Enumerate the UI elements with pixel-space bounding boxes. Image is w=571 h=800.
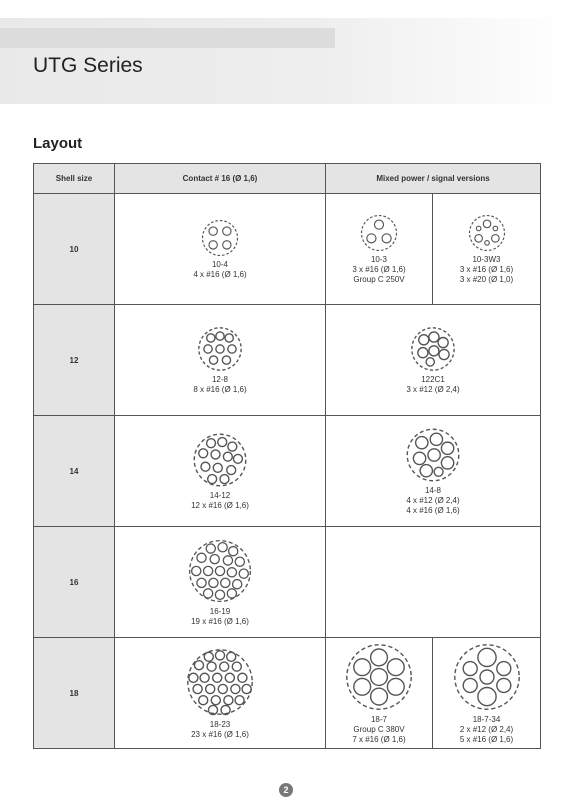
layout-code: 14-8 — [424, 485, 441, 495]
layout-code: 18-7-34 — [472, 714, 501, 724]
layout-code: 18-23 — [209, 719, 231, 729]
mixed-layout-cell — [326, 416, 541, 527]
layout-spec: 5 x #16 (Ø 1,6) — [459, 734, 514, 744]
layout-spec: 7 x #16 (Ø 1,6) — [352, 734, 406, 744]
mixed-layout-cell — [433, 638, 541, 749]
insert-diagram-122c1 — [410, 326, 456, 372]
standard-layout-cell — [115, 194, 326, 305]
insert-diagram-10-3w3 — [468, 214, 506, 252]
standard-layout-cell — [115, 527, 326, 638]
layout-spec: 8 x #16 (Ø 1,6) — [193, 384, 247, 394]
standard-layout-cell — [115, 305, 326, 416]
layout-spec: 12 x #16 (Ø 1,6) — [191, 500, 249, 510]
page-title: UTG Series — [33, 54, 143, 77]
insert-diagram-18-7-34 — [452, 642, 522, 712]
layout-spec: 23 x #16 (Ø 1,6) — [191, 729, 249, 739]
standard-layout-cell — [115, 416, 326, 527]
header-shell-size: Shell size — [34, 164, 115, 194]
table-row — [34, 305, 541, 416]
shell-size-cell: 18 — [34, 638, 115, 749]
layout-table — [33, 163, 541, 749]
insert-diagram-12-8 — [197, 326, 243, 372]
layout-spec: 3 x #16 (Ø 1,6) — [352, 264, 406, 274]
table-row — [34, 416, 541, 527]
layout-spec: 4 x #12 (Ø 2,4) — [406, 495, 460, 505]
layout-spec: 3 x #12 (Ø 2,4) — [406, 384, 460, 394]
mixed-layout-cell-empty — [326, 527, 541, 638]
insert-diagram-14-8 — [405, 427, 461, 483]
layout-code: 10-3W3 — [472, 254, 501, 264]
shell-size-cell: 16 — [34, 527, 115, 638]
insert-diagram-10-3 — [360, 214, 398, 252]
layout-code: 10-4 — [211, 259, 228, 269]
header-contact: Contact # 16 (Ø 1,6) — [115, 164, 326, 194]
mixed-layout-cell — [433, 194, 541, 305]
insert-diagram-18-7 — [344, 642, 414, 712]
insert-diagram-10-4 — [201, 219, 239, 257]
mixed-layout-cell — [326, 638, 433, 749]
layout-spec: 3 x #16 (Ø 1,6) — [459, 264, 514, 274]
insert-diagram-18-23 — [185, 647, 255, 717]
layout-code: 12-8 — [211, 374, 228, 384]
insert-diagram-16-19 — [187, 538, 253, 604]
mixed-layout-cell — [326, 305, 541, 416]
layout-spec: 2 x #12 (Ø 2,4) — [459, 724, 514, 734]
shell-size-cell: 10 — [34, 194, 115, 305]
layout-code: 122C1 — [421, 374, 445, 384]
layout-code: 18-7 — [370, 714, 387, 724]
mixed-layout-cell — [326, 194, 433, 305]
header-mixed-versions: Mixed power / signal versions — [326, 164, 541, 194]
shell-size-cell: 12 — [34, 305, 115, 416]
table-row — [34, 638, 541, 749]
insert-diagram-14-12 — [192, 432, 248, 488]
layout-spec: 3 x #20 (Ø 1,0) — [459, 274, 514, 284]
section-title: Layout — [33, 135, 83, 152]
layout-spec: Group C 380V — [353, 724, 405, 734]
layout-code: 14-12 — [209, 490, 231, 500]
layout-spec: 19 x #16 (Ø 1,6) — [191, 616, 249, 626]
standard-layout-cell — [115, 638, 326, 749]
table-row — [34, 194, 541, 305]
shell-size-cell: 14 — [34, 416, 115, 527]
layout-code: 16-19 — [209, 606, 231, 616]
page-number: 2 — [279, 783, 293, 797]
layout-spec: 4 x #16 (Ø 1,6) — [406, 505, 460, 515]
layout-spec: 4 x #16 (Ø 1,6) — [193, 269, 247, 279]
layout-spec: Group C 250V — [353, 274, 405, 284]
table-row — [34, 527, 541, 638]
layout-code: 10-3 — [370, 254, 387, 264]
